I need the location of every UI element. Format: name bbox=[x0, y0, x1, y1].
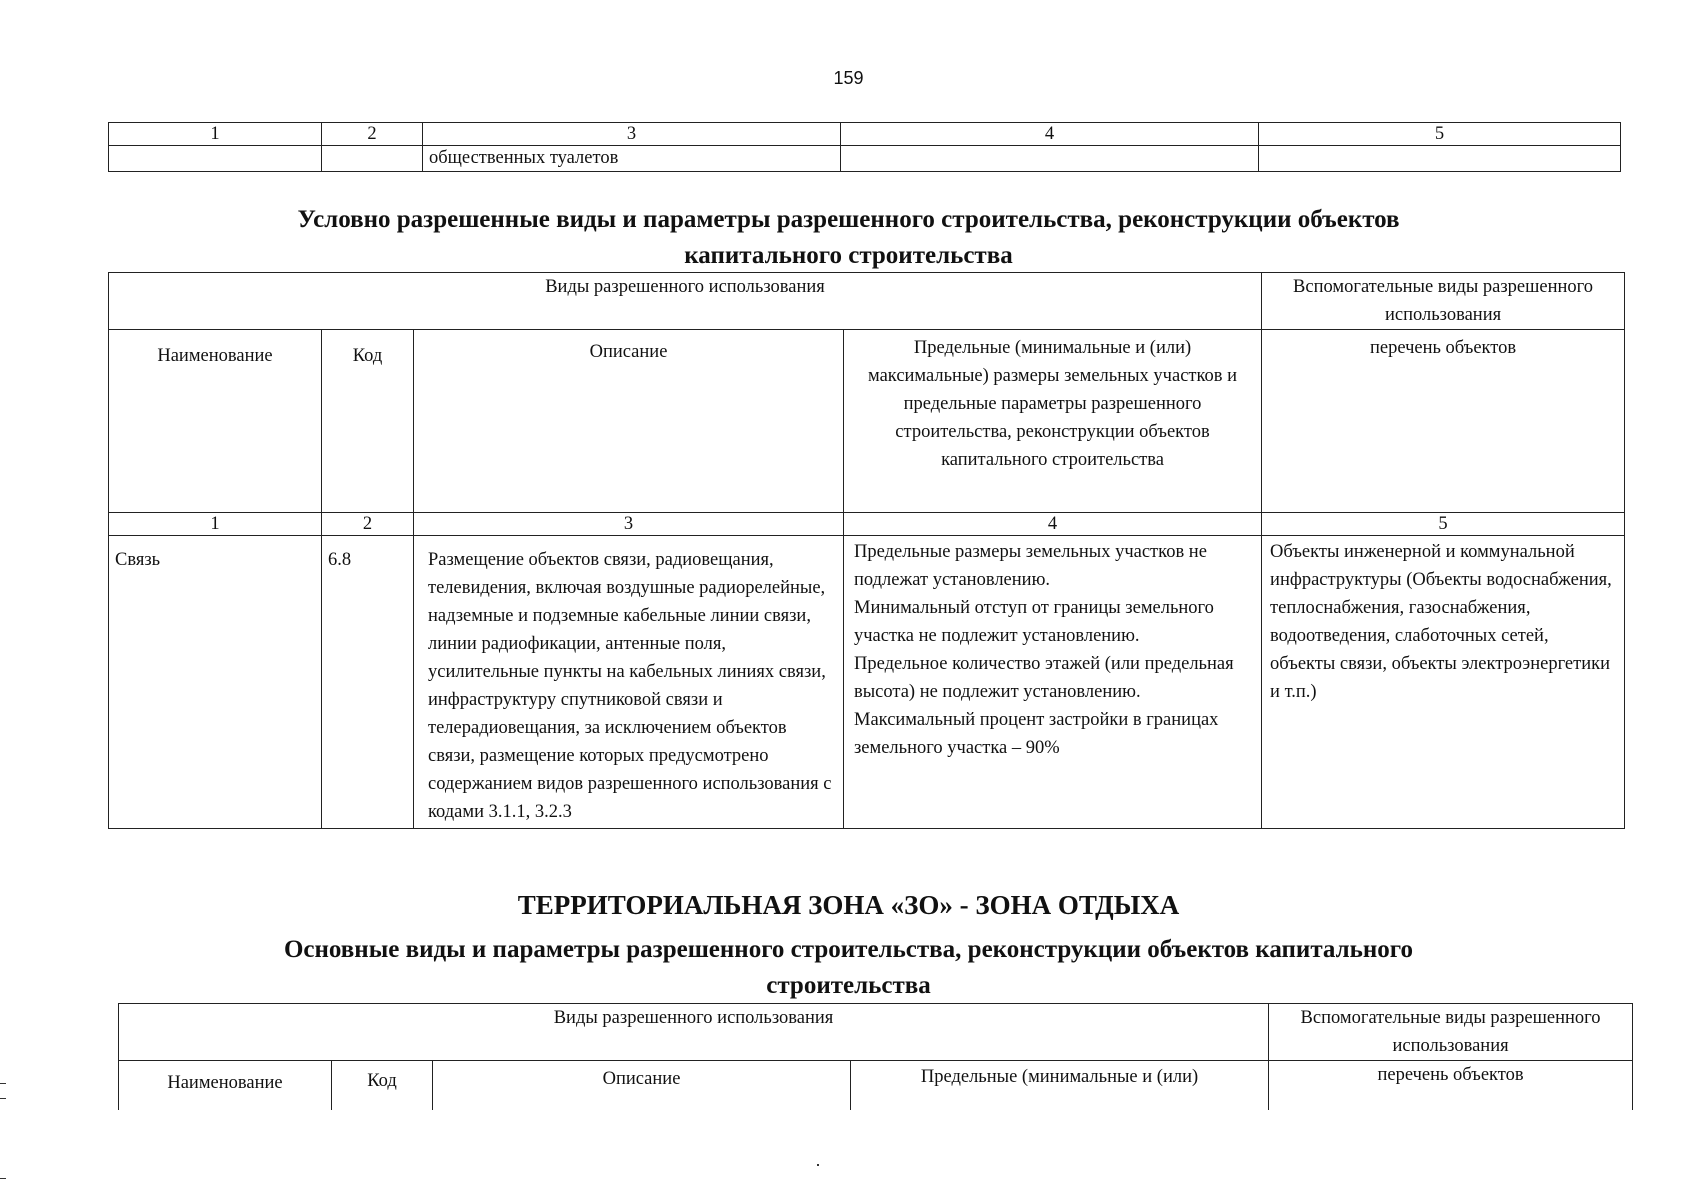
col-num-2: 2 bbox=[322, 123, 423, 146]
section-title-line1: Основные виды и параметры разрешенного строительства, реконструкции объектов капитального bbox=[283, 936, 1414, 963]
zone-title: ТЕРРИТОРИАЛЬНАЯ ЗОНА «ЗО» - ЗОНА ОТДЫХА bbox=[517, 890, 1180, 920]
col-header-limits: Предельные (минимальные и (или) bbox=[851, 1061, 1269, 1111]
col-header-description: Описание bbox=[433, 1061, 851, 1111]
cell-empty bbox=[109, 146, 322, 172]
scan-dot bbox=[817, 1164, 819, 1166]
cell-empty bbox=[1259, 146, 1621, 172]
section-title-line1: Условно разрешенные виды и параметры разрешенного строительства, реконструкции объектов bbox=[297, 206, 1400, 233]
col-num-3: 3 bbox=[414, 513, 844, 536]
edge-mark bbox=[0, 1178, 6, 1179]
col-header-description: Описание bbox=[414, 330, 844, 513]
col-header-code: Код bbox=[332, 1061, 433, 1111]
column-header-row bbox=[119, 1061, 1633, 1111]
col-header-limits: Предельные (минимальные и (или) максимальные) размеры земельных участков и предельные параметры разрешенного строительства, реконструкции объектов капитального строительства bbox=[844, 330, 1262, 513]
col-num-4: 4 bbox=[841, 123, 1259, 146]
table-row bbox=[109, 536, 1625, 829]
continuation-table bbox=[108, 122, 1621, 172]
col-header-name: Наименование bbox=[119, 1061, 332, 1111]
section-title bbox=[0, 202, 1697, 274]
group-header-row bbox=[109, 273, 1625, 330]
group-header-row bbox=[119, 1004, 1633, 1061]
main-uses-table bbox=[118, 1003, 1633, 1110]
col-num-1: 1 bbox=[109, 123, 322, 146]
col-header-name: Наименование bbox=[109, 330, 322, 513]
cell-aux-objects: Объекты инженерной и коммунальной инфраструктуры (Объекты водоснабжения, теплоснабжения, газоснабжения, водоотведения, слаботочных сетей, объекты связи, объекты электроэнергетики и т.п.) bbox=[1262, 536, 1625, 829]
col-num-5: 5 bbox=[1262, 513, 1625, 536]
cell-description: Размещение объектов связи, радиовещания, телевидения, включая воздушные радиорелейные, надземные и подземные кабельные линии связи, линии радиофикации, антенные поля, усилительные пункты на кабельных линиях связи, инфраструктуру спутниковой связи и телерадиовещания, за исключением объектов связи, размещение которых предусмотрено содержанием видов разрешенного использования с кодами 3.1.1, 3.2.3 bbox=[414, 536, 844, 829]
col-num-2: 2 bbox=[322, 513, 414, 536]
edge-mark bbox=[0, 1083, 6, 1099]
cell-limits: Предельные размеры земельных участков не подлежат установлению. Минимальный отступ от границы земельного участка не подлежит установлению. Предельное количество этажей (или предельная высота) не подлежит установлению. Максимальный процент застройки в границах земельного участка – 90% bbox=[844, 536, 1262, 829]
table-row bbox=[109, 146, 1621, 172]
col-num-4: 4 bbox=[844, 513, 1262, 536]
section-title-line2: капитального строительства bbox=[684, 242, 1013, 269]
group-header-aux: Вспомогательные виды разрешенного использования bbox=[1262, 273, 1625, 330]
column-number-row bbox=[109, 513, 1625, 536]
column-header-row bbox=[109, 330, 1625, 513]
col-num-3: 3 bbox=[423, 123, 841, 146]
col-header-aux-list: перечень объектов bbox=[1269, 1061, 1633, 1111]
main-uses-table-wrapper bbox=[118, 1003, 1638, 1110]
section-title bbox=[0, 932, 1697, 1004]
cell-code: 6.8 bbox=[322, 536, 414, 829]
conditional-uses-table bbox=[108, 272, 1625, 829]
group-header-main: Виды разрешенного использования bbox=[119, 1004, 1269, 1061]
group-header-main: Виды разрешенного использования bbox=[109, 273, 1262, 330]
cell-empty bbox=[841, 146, 1259, 172]
col-header-aux-list: перечень объектов bbox=[1262, 330, 1625, 513]
page-number: 159 bbox=[833, 68, 864, 88]
col-header-code: Код bbox=[322, 330, 414, 513]
column-number-row bbox=[109, 123, 1621, 146]
cell-name: Связь bbox=[109, 536, 322, 829]
group-header-aux: Вспомогательные виды разрешенного использования bbox=[1269, 1004, 1633, 1061]
cell-empty bbox=[322, 146, 423, 172]
col-num-5: 5 bbox=[1259, 123, 1621, 146]
cell-description: общественных туалетов bbox=[423, 146, 841, 172]
col-num-1: 1 bbox=[109, 513, 322, 536]
section-title-line2: строительства bbox=[766, 972, 931, 999]
